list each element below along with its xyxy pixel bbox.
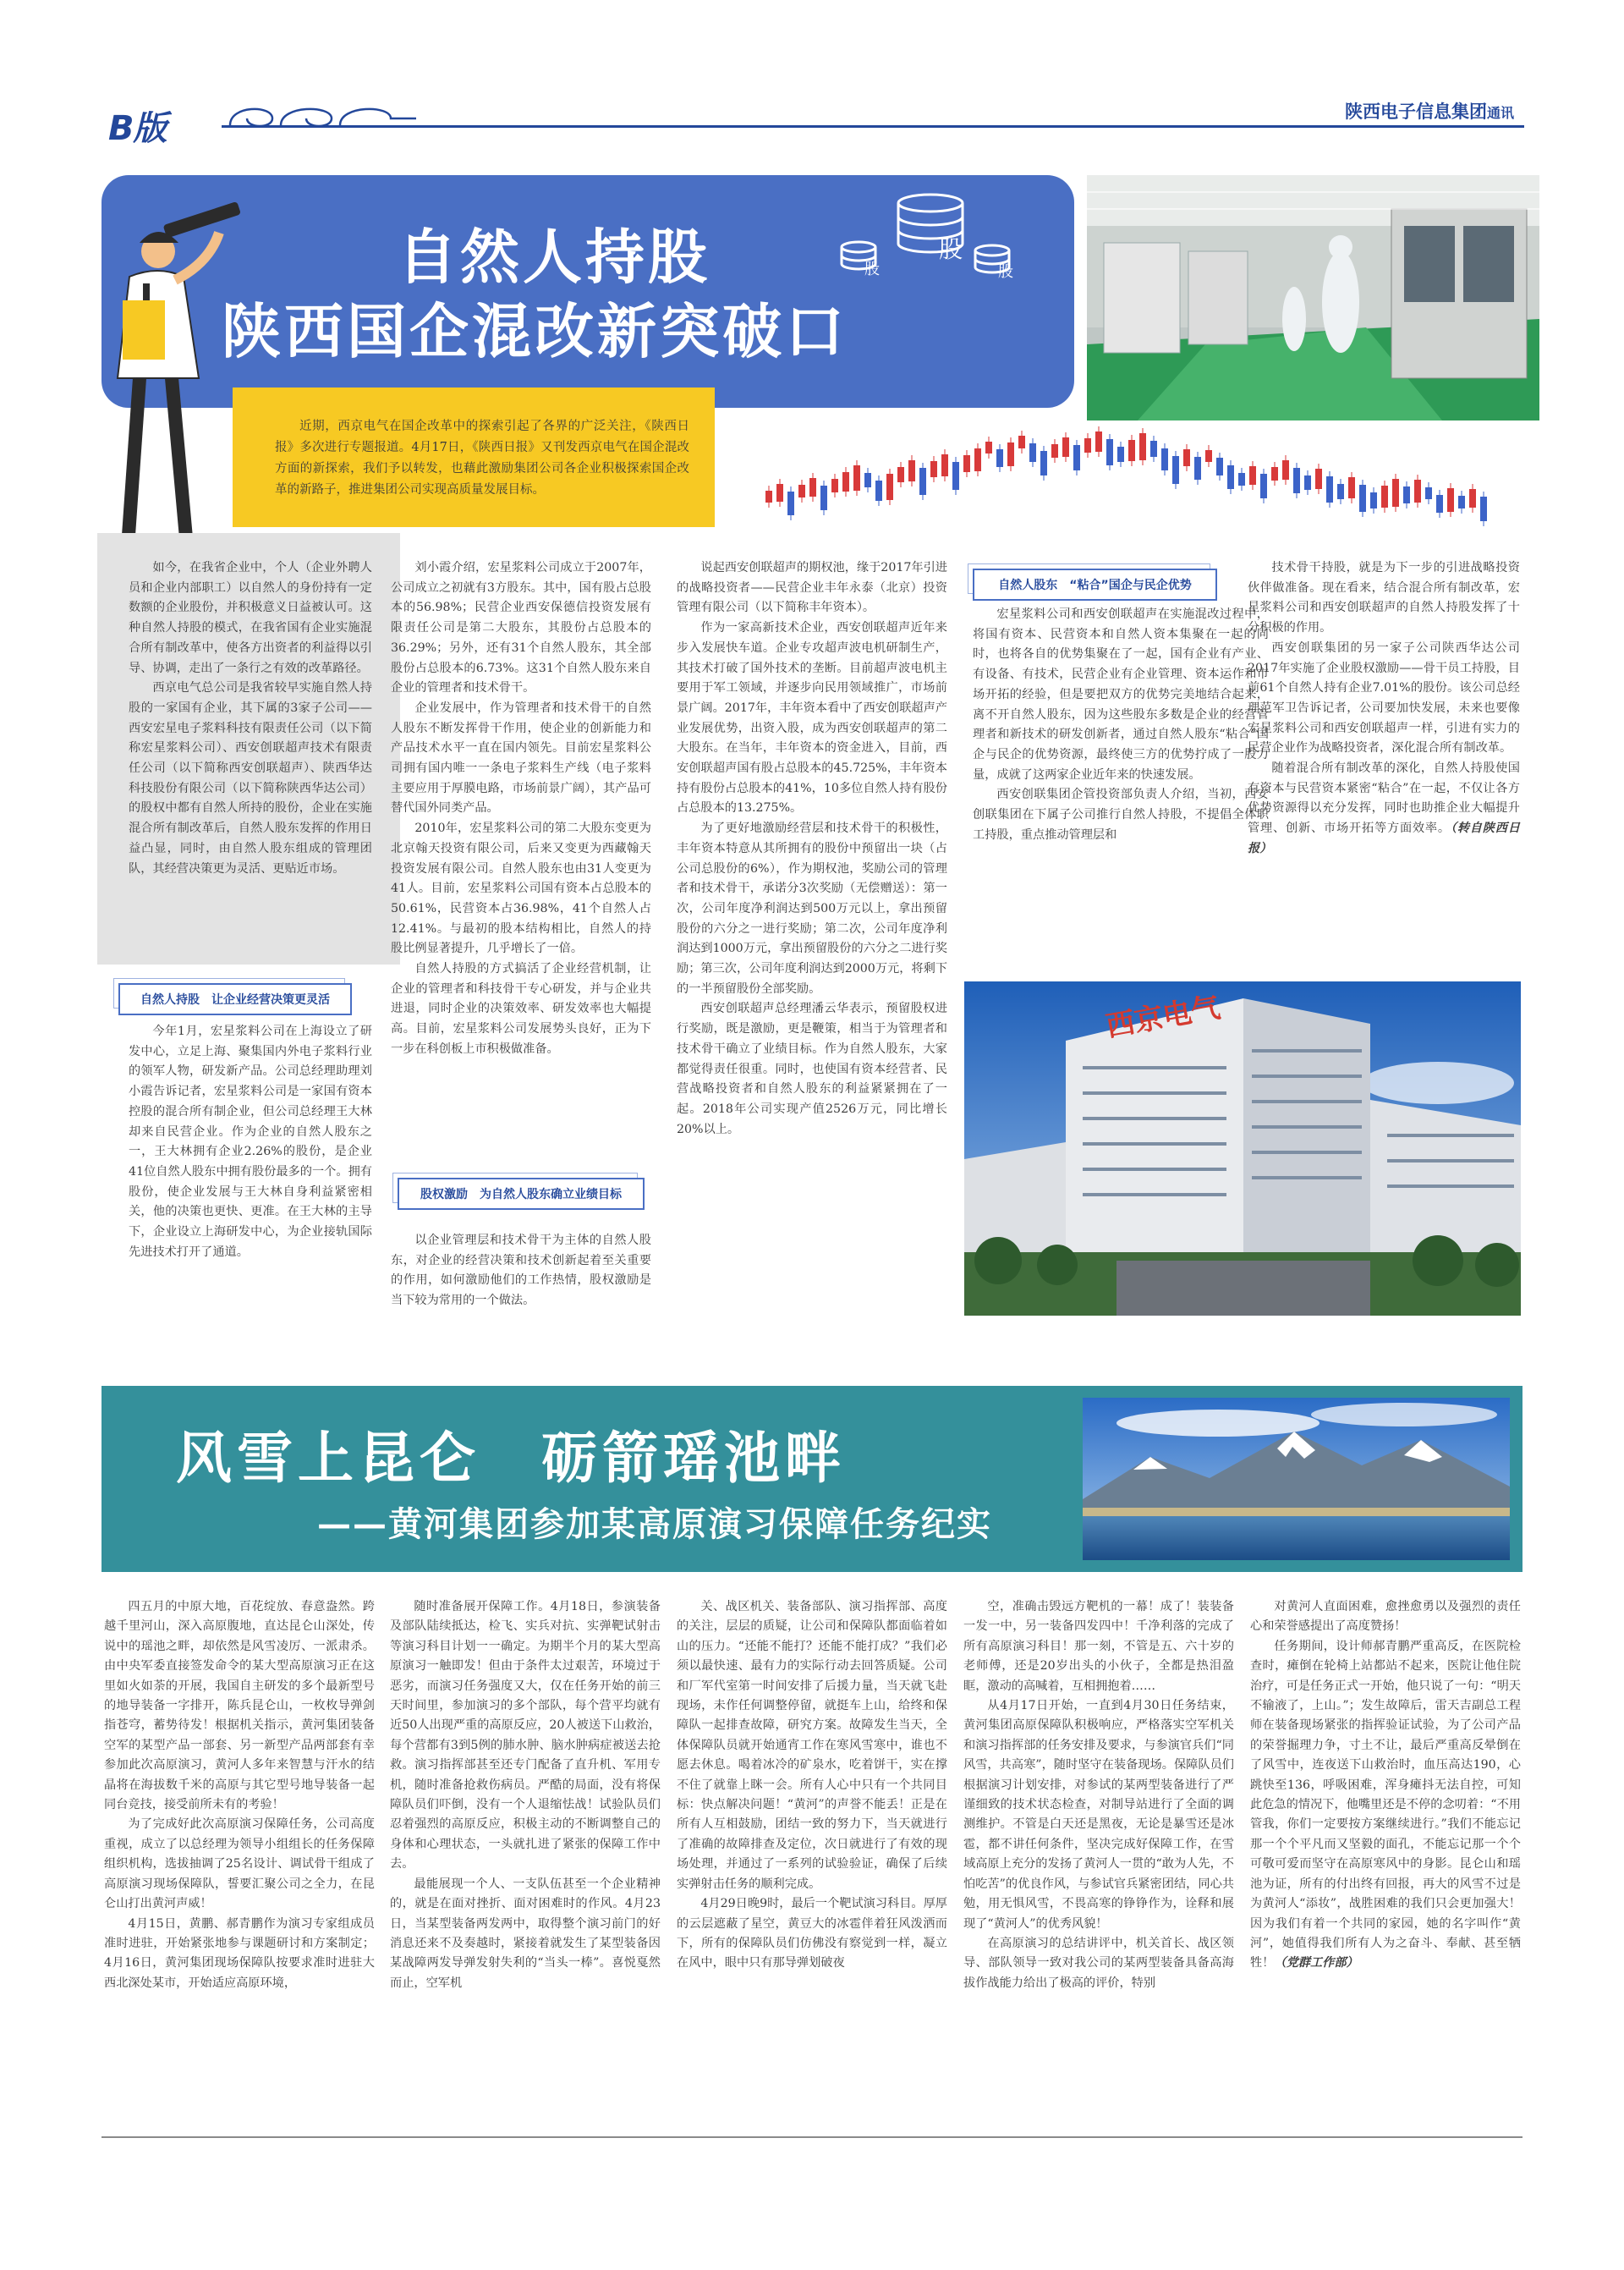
paragraph: 说起西安创联超声的期权池，缘于2017年引进的战略投资者——民营企业丰年永泰（北京）投资管理有限公司（以下简称丰年资本）。 [677, 561, 947, 615]
edition-label: B版 [108, 109, 167, 148]
candle-body [1447, 488, 1454, 512]
candle-body [930, 461, 937, 477]
coin-stack-icon [833, 188, 1019, 281]
report-column-3 [677, 1597, 947, 1974]
candle-body [1051, 444, 1058, 458]
article-byline: （转自陕西日报） [1248, 822, 1520, 855]
candle-body [776, 484, 783, 502]
candle-body [1106, 439, 1113, 465]
candle-body [1304, 475, 1311, 490]
snow-mountain-lake-photo [1083, 1398, 1510, 1560]
report-title: 风雪上昆仑 砺箭瑶池畔 [176, 1425, 846, 1491]
candle-body [1381, 486, 1388, 508]
paragraph: 西安创联超声总经理潘云华表示，预留股权进行奖励，既是激励，更是鞭策，相当于为管理者和技术骨干确立了业绩目标。作为自然人股东，大家都觉得责任很重。同时，也使国有资本经营者、民营战略投资者和自然人股东的利益紧紧拥在了一起。2018年公司实现产值2526万元，同比增长20%以上。 [677, 1002, 947, 1136]
candle-body [1403, 486, 1410, 503]
article-column-2 [391, 558, 651, 1060]
candle-body [897, 467, 904, 482]
candle-body [1073, 445, 1080, 470]
candle-body [1425, 487, 1432, 499]
candle-body [1238, 473, 1245, 486]
candle-body [952, 462, 959, 490]
article-column-1b [129, 1022, 372, 1262]
candle-body [1007, 442, 1014, 466]
candle-body [1227, 465, 1234, 489]
man-with-telescope-illustration [106, 199, 250, 563]
paragraph: 任务期间，设计师郝青鹏严重高反，在医院检查时，瘫倒在轮椅上站都站不起来，医院让他住院治疗，可是任务正式一开始，他只说了一句：“明天不输液了，上山。”；发生故障后，雷天吉副总工程师在装备现场紧张的指挥验证试验，为了公司产品的荣誉掘理力争，寸土不让，最后严重高反晕倒在了风雪中，连夜送下山救治时，血压高达190，心跳快至136，呼吸困难，浑身瘫抖无法自控，可知此危急的情况下，他嘴里还是不停的念叨着：“不用管我，你们一定要按方案继续进行。”我们不能忘记那一个个平凡而又坚毅的面孔，不能忘记那一个个可敬可爱而坚守在高原寒风中的身影。昆仑山和瑶池为证，所有的付出终有回报，再大的风雪不过是为黄河人“添妆”，战胜困难的我们只会更加强大！因为我们有着一个共同的家园，她的名字叫作“黄河”，她值得我们所有人为之奋斗、奉献、甚至牺牲！（党群工作部） [1250, 1639, 1521, 1970]
report-subtitle: ——黄河集团参加某高原演习保障任务纪实 [317, 1504, 992, 1544]
paragraph: 如今，在我省企业中，个人（企业外聘人员和企业内部职工）以自然人的身份持有一定数额的企业股份，并积极意义日益被认可。这种自然人持股的模式，在我省国有企业实施混合所有制改革中，使各方出资者的利益得以引导、协调，走出了一条行之有效的改革路径。 [129, 561, 372, 675]
paragraph: 以企业管理层和技术骨干为主体的自然人股东，对企业的经营决策和技术创新起着至关重要的作用，如何激励他们的工作热情，股权激励是当下较为常用的一个做法。 [391, 1234, 651, 1308]
candlestick-decoration [765, 396, 1493, 531]
candle-body [798, 485, 805, 497]
candle-body [787, 492, 794, 515]
report-byline: （党群工作部） [1274, 1956, 1358, 1970]
paragraph: 宏星浆料公司和西安创联超声在实施混改过程中，将国有资本、民营资本和自然人资本集聚在一起的同时，也将各自的优势集聚在了一起，国有企业有产业、有设备、有技术，民营企业有企业管理、资本运作和市场开拓的经验，但是要把双方的优势完美地结合起来，离不开自然人股东，因为这些股东多数是企业的经营管理者和新技术的研发创新者，通过自然人股东“粘合”国企与民企的优势资源，最终使三方的优势拧成了一股力量，成就了这两家企业近年来的快速发展。 [973, 607, 1269, 782]
coin-label-center: 股 [939, 235, 963, 263]
candle-body [1172, 456, 1179, 484]
paragraph: 为了完成好此次高原演习保障任务，公司高度重视，成立了以总经理为领导小组组长的任务保障组织机构，选拔抽调了25名设计、调试骨干组成了高原演习现场保障队，誓要汇聚公司之全力，在昆仑山打出黄河声威！ [104, 1817, 375, 1911]
article-column-4 [973, 605, 1269, 845]
coin-label-right: 股 [998, 263, 1013, 281]
report-column-2 [390, 1597, 661, 1993]
paragraph: 西安创联集团的另一家子公司陕西华达公司2017年实施了企业股权激励——骨干员工持股，目前61个自然人持有企业7.01%的股份。该公司总经理范军卫告诉记者，公司要加快发展，未来也要像宏星浆料公司和西安创联超声一样，引进有实力的民营企业作为战略投资者，深化混合所有制改革。 [1248, 640, 1520, 756]
header-rule [222, 125, 1524, 128]
candle-body [941, 454, 948, 476]
candle-body [1326, 476, 1333, 503]
paragraph: 为了更好地激励经营层和技术骨干的积极性，丰年资本特意从其所拥有的股份中预留出一块（占公司总股份的6%），作为期权池，奖励公司的管理者和技术骨干，承诺分3次奖励（无偿赠送）：第一次，公司年度净利润达到500万元以上，拿出预留股份的六分之一进行奖励；第二次，公司年度净利润达到1000万元，拿出预留股份的六分之二进行奖励；第三次，公司年度利润达到2000万元，将剩下的一半预留股份全部奖励。 [677, 822, 947, 996]
report-column-4 [963, 1597, 1234, 1993]
paragraph: 西安创联集团企管投资部负责人介绍，当初，西安创联集团在下属子公司推行自然人持股，不提倡全体职工持股，重点推动管理层和 [973, 788, 1269, 842]
paragraph: 最能展现一个人、一支队伍甚至一个企业精神的，就是在面对挫折、面对困难时的作风。4月23日，当某型装备两发两中，取得整个演习前门的好消息还来不及奏越时，紧接着就发生了某型装备因某战障两发导弹发射失利的“当头一棒”。喜悦戛然而止，空军机 [390, 1877, 661, 1990]
paragraph: 对黄河人直面困难，愈挫愈勇以及强烈的责任心和荣誉感提出了高度赞扬！ [1250, 1600, 1521, 1634]
candle-body [985, 442, 992, 453]
feature-title-line-2: 陕西国企混改新突破口 [222, 297, 848, 366]
coin-label-left: 股 [864, 261, 880, 278]
candle-body [1370, 492, 1377, 508]
candle-body [1282, 460, 1289, 480]
candle-body [1216, 458, 1223, 475]
candle-body [1205, 450, 1212, 462]
paragraph: 从4月17日开始，一直到4月30日任务结束，黄河集团高原保障队积极响应，严格落实空军机关和演习指挥部的任务安排及要求，与参演官兵们“同风雪，共高寒”，随时坚守在装备现场。保障队员们根据演习计划安排，对参试的某两型装备进行了严谨细致的技术状态检查，对制导站进行了全面的调测维护。不管是白天还是黑夜，无论是暴雪还是冰雹，都不讲任何条件，坚决完成好保障工作，在雪域高原上充分的发扬了黄河人一贯的“敢为人先，不怕吃苦”的优良作风，与参试官兵紧密团结，同心共勉，用无惧风雪，不畏高寒的铮铮作为，诠释和展现了“黄河人”的优秀风貌！ [963, 1699, 1234, 1931]
paragraph: 西京电气总公司是我省较早实施自然人持股的一家国有企业，其下属的3家子公司——西安宏星电子浆料科技有限责任公司（以下简称宏星浆料公司）、西安创联超声技术有限责任公司（以下简称西安创联超声）、陕西华达科技股份有限公司（以下简称陕西华达公司）的股权中都有自然人所持的股份，企业在实施混合所有制改革后，自然人股东发挥的作用日益凸显，同时，由自然人股东组成的管理团队，其经营决策更为灵活、更贴近市场。 [129, 681, 372, 876]
xijing-electric-building-photo [964, 981, 1521, 1316]
candle-body [1260, 474, 1267, 498]
candle-body [1414, 480, 1421, 503]
paragraph: 关、战区机关、装备部队、演习指挥部、高度的关注，层层的质疑，让公司和保障队都面临着如山的压力。“还能不能打？还能不能打成？”我们必须以最快速、最有力的实际行动去回答质疑。公司和厂军代室第一时间安排了后援力量，当天就飞赴现场，未作任何调整停留，就挺车上山，给终和保障队一起排查故障，研究方案。故障发生当天，全体保障队员就开始通宵工作在寒风雪寒中，谁也不愿去休息。喝着冰冷的矿泉水，吃着饼干，实在撑不住了就靠上眯一会。所有人心中只有一个共同目标：快点解决问题！“黄河”的声誉不能丢！正是在所有人互相鼓励，团结一致的努力下，当天就进行了准确的故障排查及定位，次日就进行了有效的现场处理，并通过了一系列的试验验证，确保了后续实弹射击任务的顺利完成。 [677, 1600, 947, 1891]
paragraph: 随着混合所有制改革的深化，自然人持股使国有资本与民营资本紧密“粘合”在一起，不仅让各方优势资源得以充分发挥，同时也助推企业大幅提升管理、创新、市场开拓等方面效率。（转自陕西日报） [1248, 761, 1520, 855]
candle-body [1139, 433, 1146, 460]
candle-body [842, 472, 849, 492]
candle-body [1469, 489, 1476, 508]
intro-paragraph: 近期，西京电气在国企改革中的探索引起了各界的广泛关注，《陕西日报》多次进行专题报道。4月17日，《陕西日报》又刊发西京电气在国企混改方面的新探索，我们予以转发，也藉此激励集团公司各企业积极探索国企改革的新路子，推进集团公司实现高质量发展目标。 [275, 420, 689, 497]
candle-body [919, 468, 926, 495]
paragraph: 空，准确击毁远方靶机的一幕！成了！装装备一发一中，另一装备四发四中！千净利落的完成了所有高原演习科目！那一刻，不管是五、六十岁的老师傅，还是20岁出头的小伙子，全都是热泪盈眶，激动的高喊着，互相拥抱着…… [963, 1600, 1234, 1693]
candle-body [1117, 447, 1124, 462]
candle-body [1183, 449, 1190, 466]
candle-body [1084, 438, 1091, 453]
paragraph: 刘小霞介绍，宏星浆料公司成立于2007年，公司成立之初就有3方股东。其中，国有股占总股本的56.98%；民营企业西安保德信投资发展有限责任公司是第二大股东，其股份占总股本的36.29%；另外，还有31个自然人股东，其全部股份占总股本的6.73%。这31个自然人股东来自企业的管理者和技术骨干。 [391, 561, 651, 695]
candle-body [1392, 479, 1399, 507]
candle-body [1095, 431, 1102, 452]
feature-title-line-1: 自然人持股 [398, 223, 710, 292]
candle-body [809, 478, 816, 497]
report-column-1 [104, 1597, 375, 1993]
candle-body [1480, 497, 1487, 521]
candle-body [1018, 436, 1025, 448]
header-swirl-ornament [222, 100, 416, 134]
subhead-natural-person-glue: 自然人股东 “粘合”国企与民企优势 [973, 569, 1217, 601]
paragraph: 四五月的中原大地，百花绽放、春意盎然。跨越千里河山，深入高原腹地，直达昆仑山深处，传说中的瑶池之畔，却依然是风雪凌厉、一派肃杀。由中央军委直接签发命令的某大型高原演习正在这里如火如荼的开展，我国自主研发的多个最新型号的地导装备一字排开，陈兵昆仑山，一枚枚导弹剑指苍穹，蓄势待发！根据机关指示，黄河集团装备空军的某型产品一部套、另一新型产品两部套有幸参加此次高原演习，黄河人多年来智慧与汗水的结晶将在海拔数千米的高原与其它型号地导装备一起同台竞技，接受前所未有的考验！ [104, 1600, 375, 1812]
candle-body [1359, 485, 1366, 512]
paragraph: 今年1月，宏星浆料公司在上海设立了研发中心，立足上海、聚集国内外电子浆料行业的领军人物，研发新产品。公司总经理助理刘小霞告诉记者，宏星浆料公司是一家国有资本控股的混合所有制企业，但公司总经理王大林却来自民营企业。作为企业的自然人股东之一，王大林拥有企业2.26%的股份，是企业41位自然人股东中拥有股份最多的一个。拥有股份，使企业发展与王大林自身利益紧密相关，他的决策也更快、更准。在王大林的主导下，企业设立上海研发中心，为企业接轨国际先进技术打开了通道。 [129, 1025, 372, 1259]
candle-body [1128, 440, 1135, 461]
candle-body [820, 486, 827, 510]
article-column-5 [1248, 558, 1520, 860]
candle-body [1348, 477, 1355, 498]
paragraph: 企业发展中，作为管理者和技术骨干的自然人股东不断发挥骨干作用，使企业的创新能力和产品技术水平一直在国内领先。目前宏星浆料公司拥有国内唯一一条电子浆料生产线（电子浆料主要应用于厚膜电路，市场前景广阔），其产品可替代国外同类产品。 [391, 701, 651, 816]
candle-body [1436, 495, 1443, 513]
candle-body [974, 448, 981, 471]
candle-body [1161, 448, 1168, 470]
candle-body [853, 465, 860, 491]
candle-body [1337, 484, 1344, 499]
candle-body [1194, 457, 1201, 480]
subhead-equity-incentive: 股权激励 为自然人股东确立业绩目标 [398, 1178, 645, 1210]
candle-body [996, 449, 1003, 467]
candle-body [864, 473, 871, 487]
candle-body [886, 474, 893, 500]
article-column-2b [391, 1231, 651, 1311]
candle-body [1458, 496, 1465, 508]
building-sign: 西京电气 [1103, 990, 1223, 1044]
article-column-1a [129, 558, 372, 879]
candle-body [1315, 469, 1322, 489]
candle-body [1293, 468, 1300, 493]
candle-body [1040, 451, 1047, 475]
article-column-3 [677, 558, 947, 1140]
subhead-natural-person-shareholding: 自然人持股 让企业经营决策更灵活 [118, 983, 352, 1015]
candle-body [963, 455, 970, 472]
paragraph: 作为一家高新技术企业，西安创联超声近年来步入发展快车道。企业专攻超声波电机研制生产，其技术打破了国外技术的垄断。目前超声波电机主要用于军工领域，并逐步向民用领域推广，市场前景广阔。2017年，丰年资本看中了西安创联超声产业发展优势，出资入股，成为西安创联超声的第二大股东。在当年，丰年资本的资金进入，目前，西安创联超声国有股占总股本的45.725%，丰年资本持有股份占总股本的41%，10多位自然人持有股份占总股本的13.275%。 [677, 621, 947, 816]
footer-rule [102, 2136, 1522, 2138]
candle-body [1271, 467, 1278, 481]
brand-name: 陕西电子信息集团通讯 [1344, 102, 1514, 122]
factory-cleanroom-photo [1087, 175, 1539, 420]
paragraph: 随时准备展开保障工作。4月18日，参演装备及部队陆续抵达，检飞、实兵对抗、实弹靶试射击等演习科目计划一一确定。为期半个月的某大型高原演习一触即发！但由于条件太过艰苦，环境过于恶劣，而演习任务强度又大，仅在任务开始的前三天时间里，参加演习的多个部队，每个营平均就有近50人出现严重的高原反应，20人被送下山救治，每个营都有3到5例的肺水肿、脑水肿病症被送去抢救。演习指挥部甚至还专门配备了直升机、军用专机，随时准备抢救伤病员。严酷的局面，没有将保障队员们吓倒，没有一个人退缩怯战！试验队员们忍着强烈的高原反应，积极主动的不断调整自己的身体和心理状态，一头就扎进了紧张的保障工作中去。 [390, 1600, 661, 1872]
brand-suffix: 通讯 [1486, 105, 1514, 121]
candle-body [765, 491, 772, 503]
report-column-5 [1250, 1597, 1521, 1974]
candle-body [1062, 437, 1069, 457]
candle-body [1249, 466, 1256, 485]
candle-body [1029, 443, 1036, 462]
paragraph: 在高原演习的总结讲评中，机关首长、战区领导、部队领导一致对我公司的某两型装备具备高海拔作战能力给出了极高的评价，特别 [963, 1936, 1234, 1990]
paragraph: 2010年，宏星浆料公司的第二大股东变更为北京翰天投资有限公司，后来又变更为西藏翰天投资发展有限公司。自然人股东也由31人变更为41人。目前，宏星浆料公司国有资本占总股本的50.61%，民营资本占36.98%，41个自然人占12.41%。与最初的股本结构相比，自然人的持股比例显著提升，几乎增长了一倍。 [391, 822, 651, 956]
paragraph: 4月29日晚9时，最后一个靶试演习科目。厚厚的云层遮蔽了星空，黄豆大的冰雹伴着狂风泼洒而下，所有的保障队员们仿佛没有察觉到一样，凝立在风中，眼中只有那导弹划破夜 [677, 1897, 947, 1970]
paragraph: 4月15日，黄鹏、郝青鹏作为演习专家组成员准时进驻，开始紧张地参与课题研讨和方案制定；4月16日，黄河集团现场保障队按要求准时进驻大西北深处某市，开始适应高原环境， [104, 1916, 375, 1990]
candle-body [831, 479, 838, 492]
candle-body [875, 481, 882, 501]
candle-body [1150, 441, 1157, 457]
paragraph: 技术骨干持股，就是为下一步的引进战略投资伙伴做准备。现在看来，结合混合所有制改革，宏星浆料公司和西安创联超声的自然人持股发挥了十分积极的作用。 [1248, 561, 1520, 635]
candle-body [908, 460, 915, 481]
paragraph: 自然人持股的方式搞活了企业经营机制，让企业的管理者和科技骨干专心研发，并与企业共进退，同时企业的决策效率、研发效率也大幅提高。目前，宏星浆料公司发展势头良好，正为下一步在科创板上市积极做准备。 [391, 962, 651, 1056]
